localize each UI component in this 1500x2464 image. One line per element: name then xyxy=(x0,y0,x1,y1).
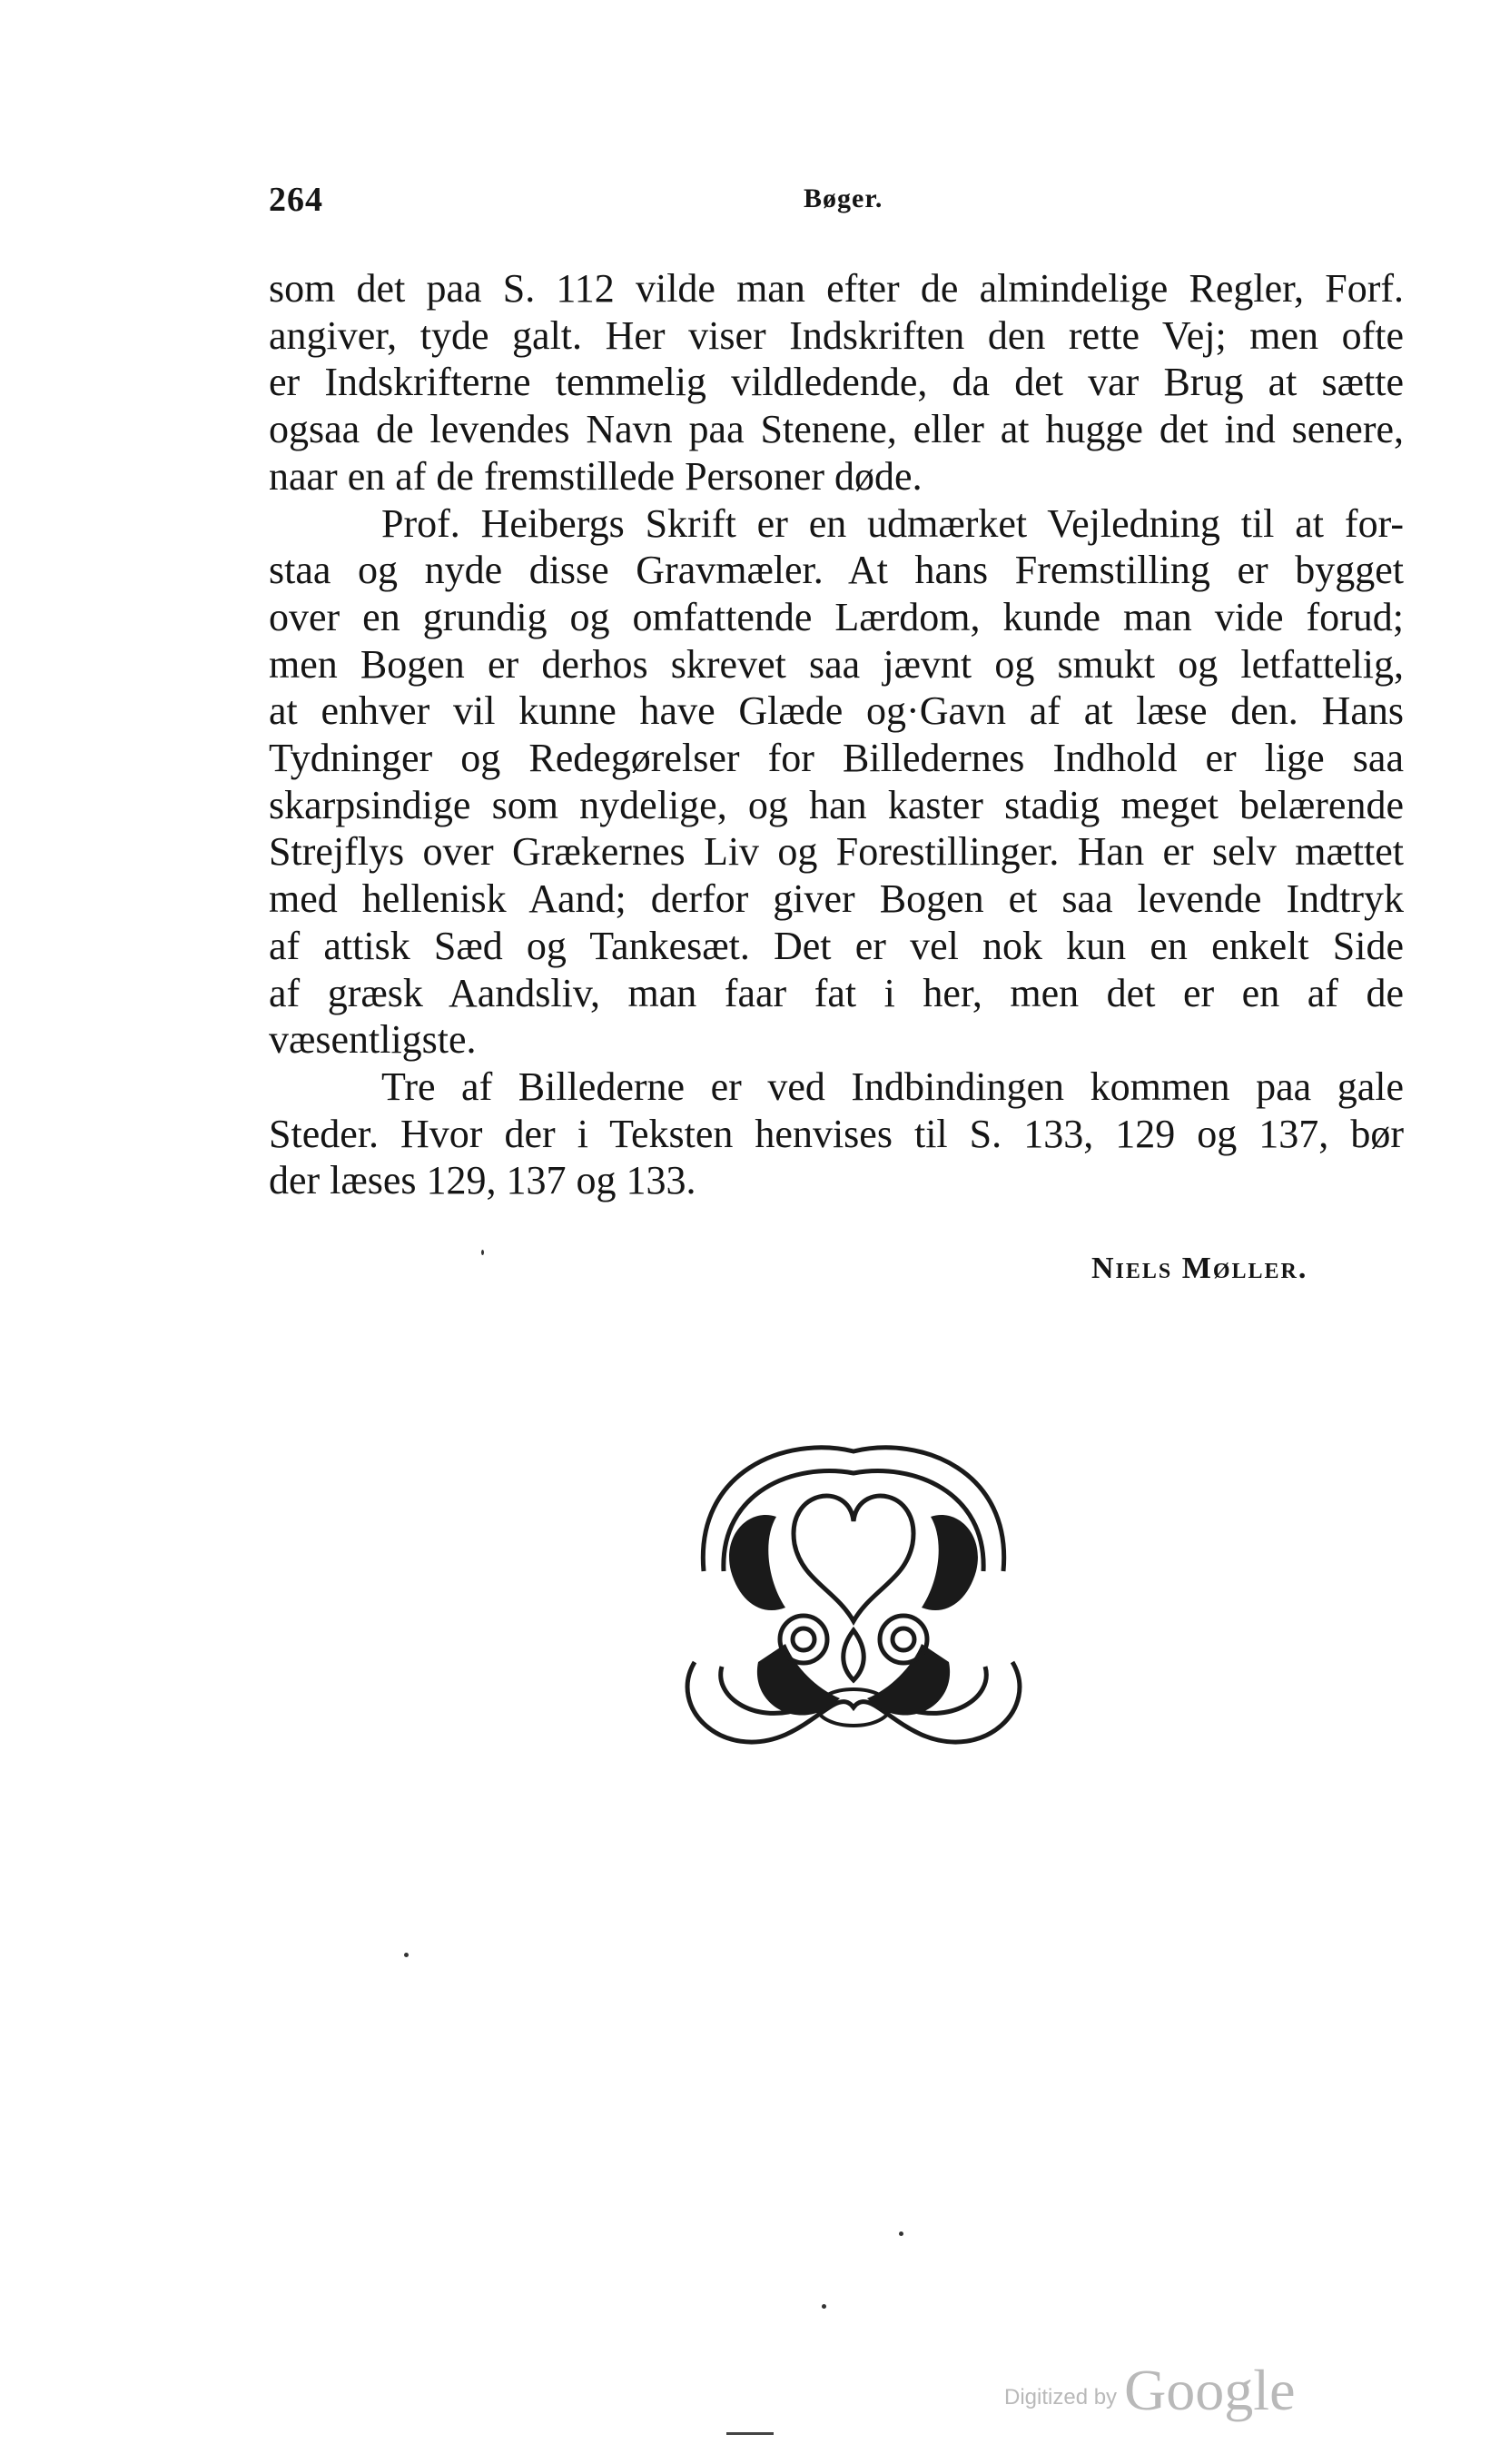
author-signature: Niels Møller. xyxy=(1091,1252,1308,1285)
page-number: 264 xyxy=(269,181,323,219)
decorative-tailpiece-ornament-icon xyxy=(667,1435,1040,1780)
paragraph-2 xyxy=(269,500,1404,1064)
text-line: at enhver vil kunne have Glæde og·Gavn af at læse den. Hans xyxy=(269,688,1404,734)
paper-speck xyxy=(481,1250,484,1255)
digitized-by-google-watermark xyxy=(1004,2357,1295,2424)
watermark-brand: Google xyxy=(1124,2358,1296,2422)
text-line: angiver, tyde galt. Her viser Indskriften den rette Vej; men ofte xyxy=(269,312,1404,358)
text-line: er Indskrifterne temmelig vildledende, da det var Brug at sætte xyxy=(269,360,1404,405)
text-line: væsentligste. xyxy=(269,1017,477,1063)
text-line: af græsk Aandsliv, man faar fat i her, men det er en af de xyxy=(269,970,1404,1015)
running-head: Bøger. xyxy=(804,183,883,213)
text-line: Tre af Billederne er ved Indbindingen kommen paa gale xyxy=(381,1064,1404,1109)
text-line: men Bogen er derhos skrevet saa jævnt og smukt og letfattelig, xyxy=(269,641,1404,687)
text-line: der læses 129, 137 og 133. xyxy=(269,1158,696,1203)
text-line: Tydninger og Redegørelser for Billedernes Indhold er lige saa xyxy=(269,736,1404,781)
text-line: over en grundig og omfattende Lærdom, kunde man vide forud; xyxy=(269,594,1404,639)
paragraph-3 xyxy=(269,1064,1404,1204)
paper-speck xyxy=(822,2304,826,2309)
footer-rule xyxy=(726,2432,774,2435)
text-line: naar en af de fremstillede Personer døde. xyxy=(269,453,923,499)
text-line: som det paa S. 112 vilde man efter de almindelige Regler, Forf. xyxy=(269,266,1404,311)
text-line: af attisk Sæd og Tankesæt. Det er vel nok kun en enkelt Side xyxy=(269,923,1404,968)
paper-speck xyxy=(404,1953,409,1957)
paper-speck xyxy=(899,2231,903,2236)
text-line: Strejflys over Grækernes Liv og Forestillinger. Han er selv mættet xyxy=(269,829,1404,875)
text-line: med hellenisk Aand; derfor giver Bogen et saa levende Indtryk xyxy=(269,876,1404,922)
watermark-prefix: Digitized by xyxy=(1004,2385,1118,2410)
text-line: Prof. Heibergs Skrift er en udmærket Vejledning til at for- xyxy=(381,500,1404,546)
text-line: Steder. Hvor der i Teksten henvises til S. 133, 129 og 137, bør xyxy=(269,1111,1404,1156)
body-text xyxy=(269,265,1404,1204)
text-line: staa og nyde disse Gravmæler. At hans Fremstilling er bygget xyxy=(269,548,1404,593)
text-line: skarpsindige som nydelige, og han kaster stadig meget belærende xyxy=(269,782,1404,827)
text-line: ogsaa de levendes Navn paa Stenene, eller at hugge det ind senere, xyxy=(269,407,1404,452)
paragraph-1 xyxy=(269,265,1404,500)
